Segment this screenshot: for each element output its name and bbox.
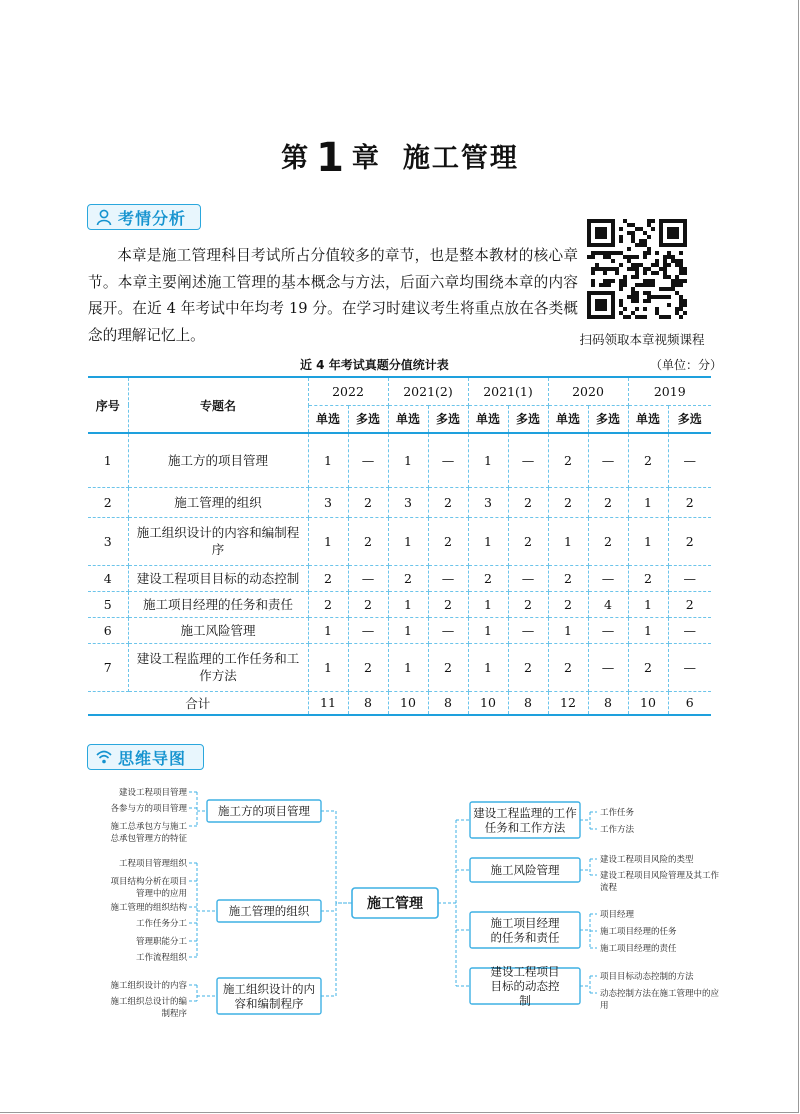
score-cell: 2 <box>388 565 428 591</box>
sub-header: 单选 <box>628 405 668 433</box>
chapter-title <box>0 135 800 181</box>
score-cell: 1 <box>388 591 428 617</box>
score-cell: 2 <box>428 487 468 517</box>
score-cell: — <box>668 565 711 591</box>
score-cell: 1 <box>308 617 348 643</box>
score-cell: 2 <box>468 565 508 591</box>
chapter-name: 施工管理 <box>402 143 519 174</box>
leaf-text: 施工项目经理的责任 <box>600 944 677 954</box>
year-header: 2020 <box>548 377 628 405</box>
score-cell: 3 <box>388 487 428 517</box>
score-cell: 1 <box>548 517 588 565</box>
score-cell: — <box>428 617 468 643</box>
score-cell: 2 <box>348 517 388 565</box>
topic-node-text: 任务和工作方法 <box>484 820 566 835</box>
leaf-text: 工作流程组织 <box>135 953 187 963</box>
leaf-text: 管理职能分工 <box>135 937 187 947</box>
score-cell: 2 <box>548 487 588 517</box>
leaf-text: 项目经理 <box>600 910 635 920</box>
col-seq-label: 序号 <box>95 398 120 413</box>
sub-header: 多选 <box>588 405 628 433</box>
score-cell: — <box>508 433 548 487</box>
table-row <box>88 643 711 691</box>
sub-header: 多选 <box>668 405 711 433</box>
leaf-text: 建设工程项目管理 <box>118 788 187 798</box>
score-cell: 1 <box>628 487 668 517</box>
leaf-text: 建设工程项目风险管理及其工作 <box>600 871 720 881</box>
topic-node-text: 容和编制程序 <box>234 996 304 1011</box>
sub-header: 多选 <box>428 405 468 433</box>
score-cell: 1 <box>628 591 668 617</box>
sub-header: 单选 <box>308 405 348 433</box>
leaf-text: 工程项目管理组织 <box>118 859 187 869</box>
score-cell: 2 <box>348 643 388 691</box>
score-cell: 2 <box>348 591 388 617</box>
score-cell: 1 <box>468 591 508 617</box>
leaf-text: 工作方法 <box>600 825 635 835</box>
score-cell: 2 <box>308 565 348 591</box>
score-cell: 1 <box>388 433 428 487</box>
total-cell: 11 <box>308 691 348 715</box>
score-cell: 2 <box>508 643 548 691</box>
col-topic-header: 专题名 <box>128 377 308 433</box>
total-cell: 6 <box>668 691 711 715</box>
leaf-text: 总承包管理方的特征 <box>110 834 187 844</box>
score-cell: — <box>428 565 468 591</box>
leaf-text: 施工总承包方与施工 <box>110 822 187 832</box>
row-number: 5 <box>88 591 128 617</box>
score-cell: 1 <box>468 517 508 565</box>
row-topic: 施工项目经理的任务和责任 <box>128 591 308 617</box>
leaf-text: 建设工程项目风险的类型 <box>600 855 694 865</box>
score-cell: 4 <box>588 591 628 617</box>
score-cell: — <box>508 617 548 643</box>
table-title: 近 4 年考试真题分值统计表 <box>300 358 449 372</box>
leaf-text: 施工项目经理的任务 <box>600 927 677 937</box>
score-cell: 1 <box>628 517 668 565</box>
leaf-text: 各参与方的项目管理 <box>110 804 187 814</box>
score-cell: 2 <box>588 487 628 517</box>
section-header-analysis <box>87 204 201 230</box>
score-cell: 2 <box>628 433 668 487</box>
qr-caption: 扫码领取本章视频课程 <box>579 332 705 347</box>
leaf-text: 项目结构分析在项目 <box>110 877 187 887</box>
score-cell: 1 <box>548 617 588 643</box>
topic-node-text: 施工管理的组织 <box>228 904 310 919</box>
total-cell: 10 <box>468 691 508 715</box>
score-cell: 1 <box>388 617 428 643</box>
row-topic: 建设工程监理的工作任务和工作方法 <box>128 643 308 691</box>
table-row <box>88 487 711 517</box>
table-unit: （单位：分） <box>650 358 723 372</box>
score-cell: 1 <box>308 643 348 691</box>
topic-node-text: 施工项目经理 <box>490 915 560 930</box>
person-icon <box>94 207 114 227</box>
sub-header: 单选 <box>388 405 428 433</box>
topic-node-text: 施工组织设计的内 <box>223 981 315 996</box>
score-cell: — <box>668 643 711 691</box>
topic-node-text: 施工风险管理 <box>490 863 560 878</box>
score-cell: 2 <box>668 487 711 517</box>
total-cell: 8 <box>508 691 548 715</box>
row-number: 1 <box>88 433 128 487</box>
year-header: 2019 <box>628 377 711 405</box>
score-cell: 1 <box>388 643 428 691</box>
intro-text: 本章是施工管理科目考试所占分值较多的章节，也是整本教材的核心章节。本章主要阐述施工管理的基本概念与方法，后面六章均围绕本章的内容展开。在近 4 年考试中年均考 19 分。在学习时建议考生将重点放在各类概念的理解记忆上。 <box>88 247 578 344</box>
sub-header: 多选 <box>508 405 548 433</box>
score-cell: — <box>668 617 711 643</box>
score-cell: 2 <box>548 591 588 617</box>
score-cell: — <box>588 617 628 643</box>
total-row <box>88 691 711 715</box>
leaf-text: 工作任务分工 <box>135 919 187 929</box>
section-title: 思维导图 <box>118 748 187 768</box>
score-cell: 2 <box>668 591 711 617</box>
score-cell: — <box>348 433 388 487</box>
mind-map <box>0 770 800 1030</box>
year-header: 2021(2) <box>388 377 468 405</box>
score-cell: 2 <box>588 517 628 565</box>
leaf-text: 动态控制方法在施工管理中的应 <box>600 989 720 999</box>
score-table <box>88 376 711 716</box>
section-title: 考情分析 <box>118 208 187 228</box>
leaf-text: 施工管理的组织结构 <box>110 903 187 913</box>
row-number: 4 <box>88 565 128 591</box>
score-cell: — <box>508 565 548 591</box>
sub-header: 单选 <box>548 405 588 433</box>
score-cell: 1 <box>308 433 348 487</box>
leaf-text: 管理中的应用 <box>135 889 187 899</box>
score-cell: 2 <box>428 517 468 565</box>
intro-paragraph <box>88 243 578 349</box>
year-header: 2022 <box>308 377 388 405</box>
score-cell: 2 <box>508 517 548 565</box>
table-row <box>88 433 711 487</box>
row-number: 2 <box>88 487 128 517</box>
score-cell: 2 <box>628 643 668 691</box>
row-number: 6 <box>88 617 128 643</box>
sub-header: 单选 <box>468 405 508 433</box>
row-topic: 施工风险管理 <box>128 617 308 643</box>
score-cell: 2 <box>508 591 548 617</box>
topic-node-text: 的任务和责任 <box>490 930 560 945</box>
score-cell: 1 <box>388 517 428 565</box>
total-label: 合计 <box>88 691 308 715</box>
leaf-text: 施工组织设计的内容 <box>110 981 187 991</box>
col-seq-header <box>88 377 128 433</box>
topic-node-text: 目标的动态控 <box>490 979 560 994</box>
sub-header: 多选 <box>348 405 388 433</box>
row-topic: 施工方的项目管理 <box>128 433 308 487</box>
score-cell: — <box>588 643 628 691</box>
score-cell: 2 <box>668 517 711 565</box>
leaf-text: 制程序 <box>161 1009 187 1019</box>
leaf-text: 用 <box>600 1001 609 1011</box>
score-cell: 2 <box>628 565 668 591</box>
score-cell: — <box>428 433 468 487</box>
section-header-mindmap <box>87 744 204 770</box>
year-header: 2021(1) <box>468 377 548 405</box>
score-cell: 3 <box>468 487 508 517</box>
score-cell: 2 <box>428 591 468 617</box>
table-row <box>88 565 711 591</box>
score-cell: 1 <box>628 617 668 643</box>
score-cell: 2 <box>548 433 588 487</box>
total-cell: 8 <box>428 691 468 715</box>
score-cell: — <box>348 565 388 591</box>
wifi-icon <box>94 747 114 767</box>
table-row <box>88 591 711 617</box>
score-cell: — <box>588 433 628 487</box>
leaf-text: 项目目标动态控制的方法 <box>600 972 694 982</box>
total-cell: 8 <box>348 691 388 715</box>
score-cell: 2 <box>428 643 468 691</box>
center-node-text: 施工管理 <box>367 896 423 912</box>
score-cell: 2 <box>308 591 348 617</box>
row-topic: 施工组织设计的内容和编制程序 <box>128 517 308 565</box>
score-cell: — <box>668 433 711 487</box>
chapter-suffix: 章 <box>351 143 381 174</box>
score-cell: 2 <box>548 565 588 591</box>
topic-node-text: 制 <box>519 993 531 1008</box>
topic-node-text: 建设工程监理的工作 <box>473 805 577 820</box>
leaf-text: 施工组织总设计的编 <box>110 997 187 1007</box>
leaf-text: 工作任务 <box>600 808 635 818</box>
score-cell: — <box>588 565 628 591</box>
total-cell: 8 <box>588 691 628 715</box>
score-cell: 2 <box>508 487 548 517</box>
total-cell: 10 <box>628 691 668 715</box>
score-cell: 3 <box>308 487 348 517</box>
table-row <box>88 617 711 643</box>
total-cell: 12 <box>548 691 588 715</box>
topic-node-text: 建设工程项目 <box>490 964 560 979</box>
row-topic: 施工管理的组织 <box>128 487 308 517</box>
score-cell: 1 <box>308 517 348 565</box>
score-cell: 2 <box>348 487 388 517</box>
chapter-number: 1 <box>316 135 346 181</box>
chapter-prefix: 第 <box>281 143 311 174</box>
score-cell: 2 <box>548 643 588 691</box>
total-cell: 10 <box>388 691 428 715</box>
row-topic: 建设工程项目目标的动态控制 <box>128 565 308 591</box>
topic-node-text: 施工方的项目管理 <box>218 804 310 819</box>
score-cell: 1 <box>468 617 508 643</box>
leaf-text: 流程 <box>600 883 618 893</box>
score-cell: 1 <box>468 643 508 691</box>
table-row <box>88 517 711 565</box>
qr-code-icon[interactable] <box>587 219 687 319</box>
row-number: 7 <box>88 643 128 691</box>
score-cell: 1 <box>468 433 508 487</box>
row-number: 3 <box>88 517 128 565</box>
score-cell: — <box>348 617 388 643</box>
